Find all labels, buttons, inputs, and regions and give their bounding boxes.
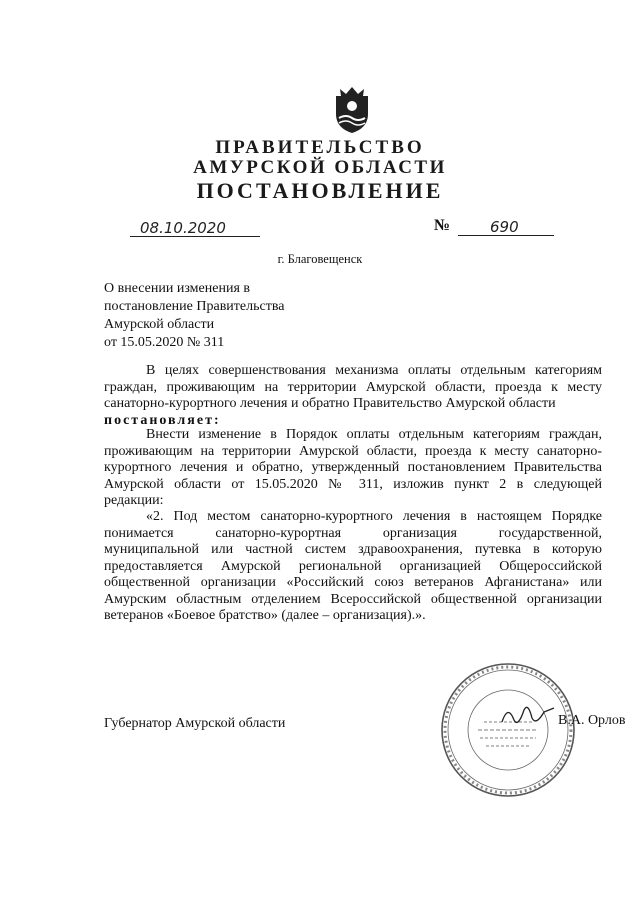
text-line: муниципальной или частной систем здравоохранения, путевка в которую [104, 542, 602, 557]
region-title: АМУРСКОЙ ОБЛАСТИ [193, 157, 447, 178]
preamble-paragraph [104, 363, 602, 429]
document-type-title: ПОСТАНОВЛЕНИЕ [196, 178, 444, 203]
text-line: проживающим на территории Амурской области, проезда к месту санаторно- [104, 443, 602, 459]
date-underline [130, 236, 260, 237]
text-line: ветеранов «Боевое братство» (далее – организация).». [104, 608, 426, 623]
text-line: курортного лечения и обратно, утвержденный постановлением Правительства [104, 460, 602, 475]
document-number: 690 [490, 218, 519, 236]
text-line: предоставляется Амурской региональной организацией Общероссийской [104, 558, 602, 574]
document-date: 08.10.2020 [140, 219, 226, 237]
text-line: санаторно-курортного лечения и обратно Правительство Амурской области [104, 396, 556, 411]
amur-region-coat-of-arms-icon [330, 84, 374, 134]
text-line: понимается санаторно-курортная организация государственной, [104, 525, 602, 541]
city: г. Благовещенск [277, 252, 363, 266]
handwritten-signature [498, 700, 558, 730]
text-line: «2. Под местом санаторно-курортного лечения в настоящем Порядке [146, 509, 602, 524]
new-clause-paragraph [104, 509, 602, 625]
text-line: Амурским областным отделением Всероссийской общественной организации [104, 591, 602, 607]
signatory-position: Губернатор Амурской области [104, 716, 286, 731]
amendment-paragraph [104, 427, 602, 510]
resolves-word: постановляет: [104, 412, 221, 428]
subject-line: Амурской области [104, 317, 215, 332]
text-line: Внести изменение в Порядок оплаты отдельным категориям граждан, [146, 427, 602, 442]
number-sign: № [434, 217, 451, 234]
text-line: граждан, проживающим на территории Амурской области, проезда к месту [104, 379, 602, 395]
text-line: общественной организации «Российский союз ветеранов Афганистана» или [104, 575, 602, 590]
text-line: В целях совершенствования механизма оплаты отдельным категориям [146, 363, 602, 378]
text-line: редакции: [104, 493, 164, 508]
subject-line: от 15.05.2020 № 311 [104, 335, 225, 350]
number-underline [458, 235, 554, 236]
official-seal-stamp [438, 660, 578, 800]
signatory-name: В.А. Орлов [558, 713, 626, 728]
government-title: ПРАВИТЕЛЬСТВО [215, 137, 425, 158]
text-line: Амурской области от 15.05.2020 № 311, изложив пункт 2 в следующей [104, 476, 602, 492]
subject-line: О внесении изменения в [104, 281, 250, 296]
document-subject [104, 280, 284, 352]
subject-line: постановление Правительства [104, 299, 285, 314]
